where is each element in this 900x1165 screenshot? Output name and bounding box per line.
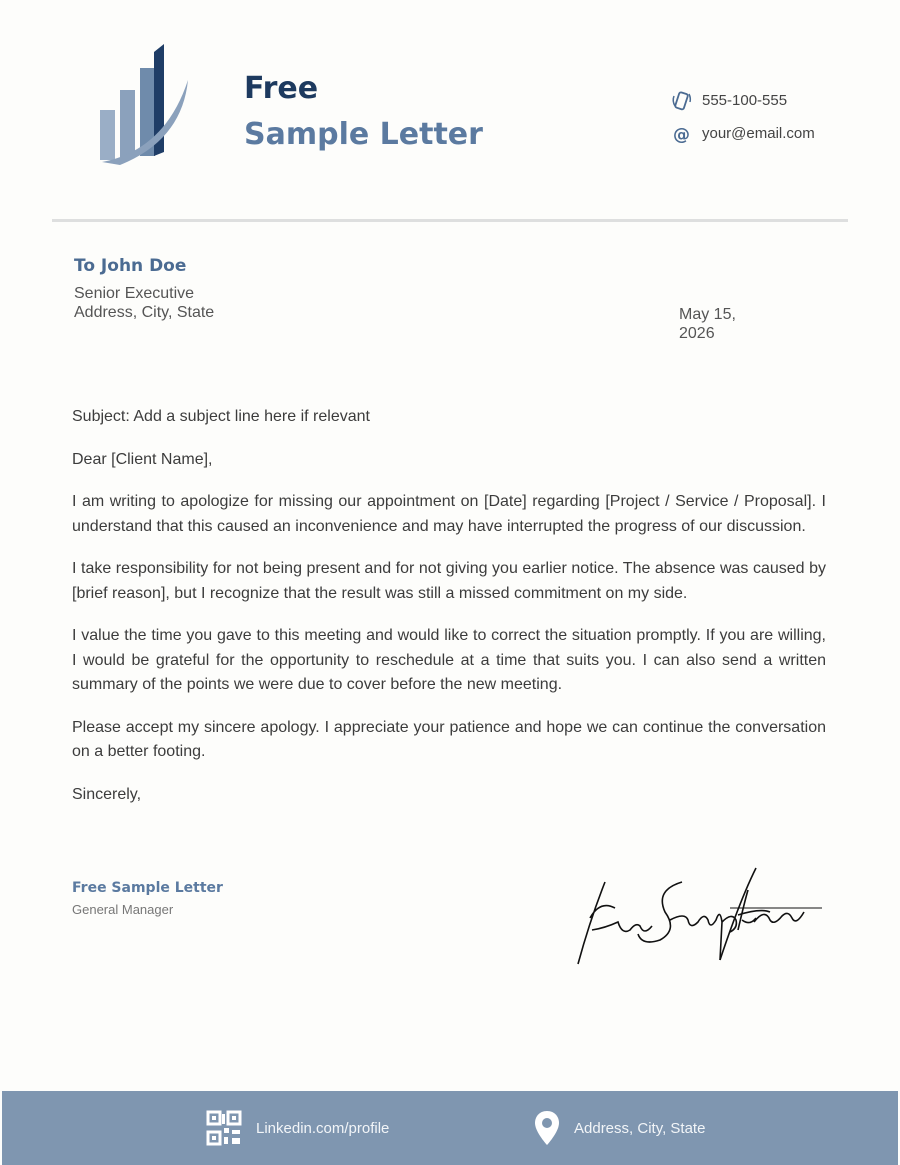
contact-email[interactable] [672, 117, 815, 150]
body-paragraph: I am writing to apologize for missing our appointment on [Date] regarding [Project / Service / Proposal]. I understand that this caused an inconvenience and may have interrupted the progress of our discussion. [72, 493, 826, 535]
handwritten-signature [570, 860, 830, 970]
recipient-title: Senior Executive [74, 285, 195, 302]
contact-info [672, 84, 815, 150]
location-pin-icon [534, 1110, 560, 1146]
footer-bar [2, 1091, 898, 1165]
letter-body [72, 405, 826, 825]
qr-code-icon [206, 1110, 242, 1146]
footer-linkedin[interactable] [206, 1091, 389, 1165]
recipient-address: Address, City, State [74, 304, 215, 321]
brand-line-sample-letter: Sample Letter [244, 117, 483, 152]
phone-number: 555-100-555 [702, 92, 788, 109]
header-divider [52, 219, 848, 222]
body-paragraph: I take responsibility for not being present and for not giving you earlier notice. The absence was caused by [brief reason], but I recognize that the result was still a missed commitment on my side. [72, 560, 826, 602]
recipient-name: To John Doe [74, 256, 187, 276]
salutation: Dear [Client Name], [72, 450, 213, 468]
recipient-block [74, 256, 214, 322]
subject-line: Subject: Add a subject line here if relevant [72, 408, 370, 425]
letter-date: May 15, 2026 [679, 306, 736, 342]
logo-graphic [60, 40, 200, 185]
signer-block [72, 880, 223, 917]
signer-title: General Manager [72, 902, 174, 917]
footer-address-text: Address, City, State [574, 1119, 706, 1137]
linkedin-url: Linkedin.com/profile [256, 1119, 390, 1137]
closing: Sincerely, [72, 785, 142, 803]
svg-text:@: @ [673, 124, 690, 145]
body-paragraph: Please accept my sincere apology. I appreciate your patience and hope we can continue the conversation on a better footing. [72, 718, 826, 760]
brand-line-free: Free [244, 71, 319, 106]
signer-name: Free Sample Letter [72, 880, 223, 896]
footer-address [534, 1091, 705, 1165]
contact-phone[interactable] [672, 84, 815, 117]
at-icon [672, 124, 692, 144]
phone-icon [672, 90, 692, 112]
body-paragraph: I value the time you gave to this meeting and would like to correct the situation promptly. If you are willing, I would be grateful for the opportunity to reschedule at a time that suits you. I can also send a written summary of the points we were due to cover before the new meeting. [72, 627, 826, 693]
brand-title [244, 70, 483, 162]
email-address: your@email.com [702, 125, 815, 142]
